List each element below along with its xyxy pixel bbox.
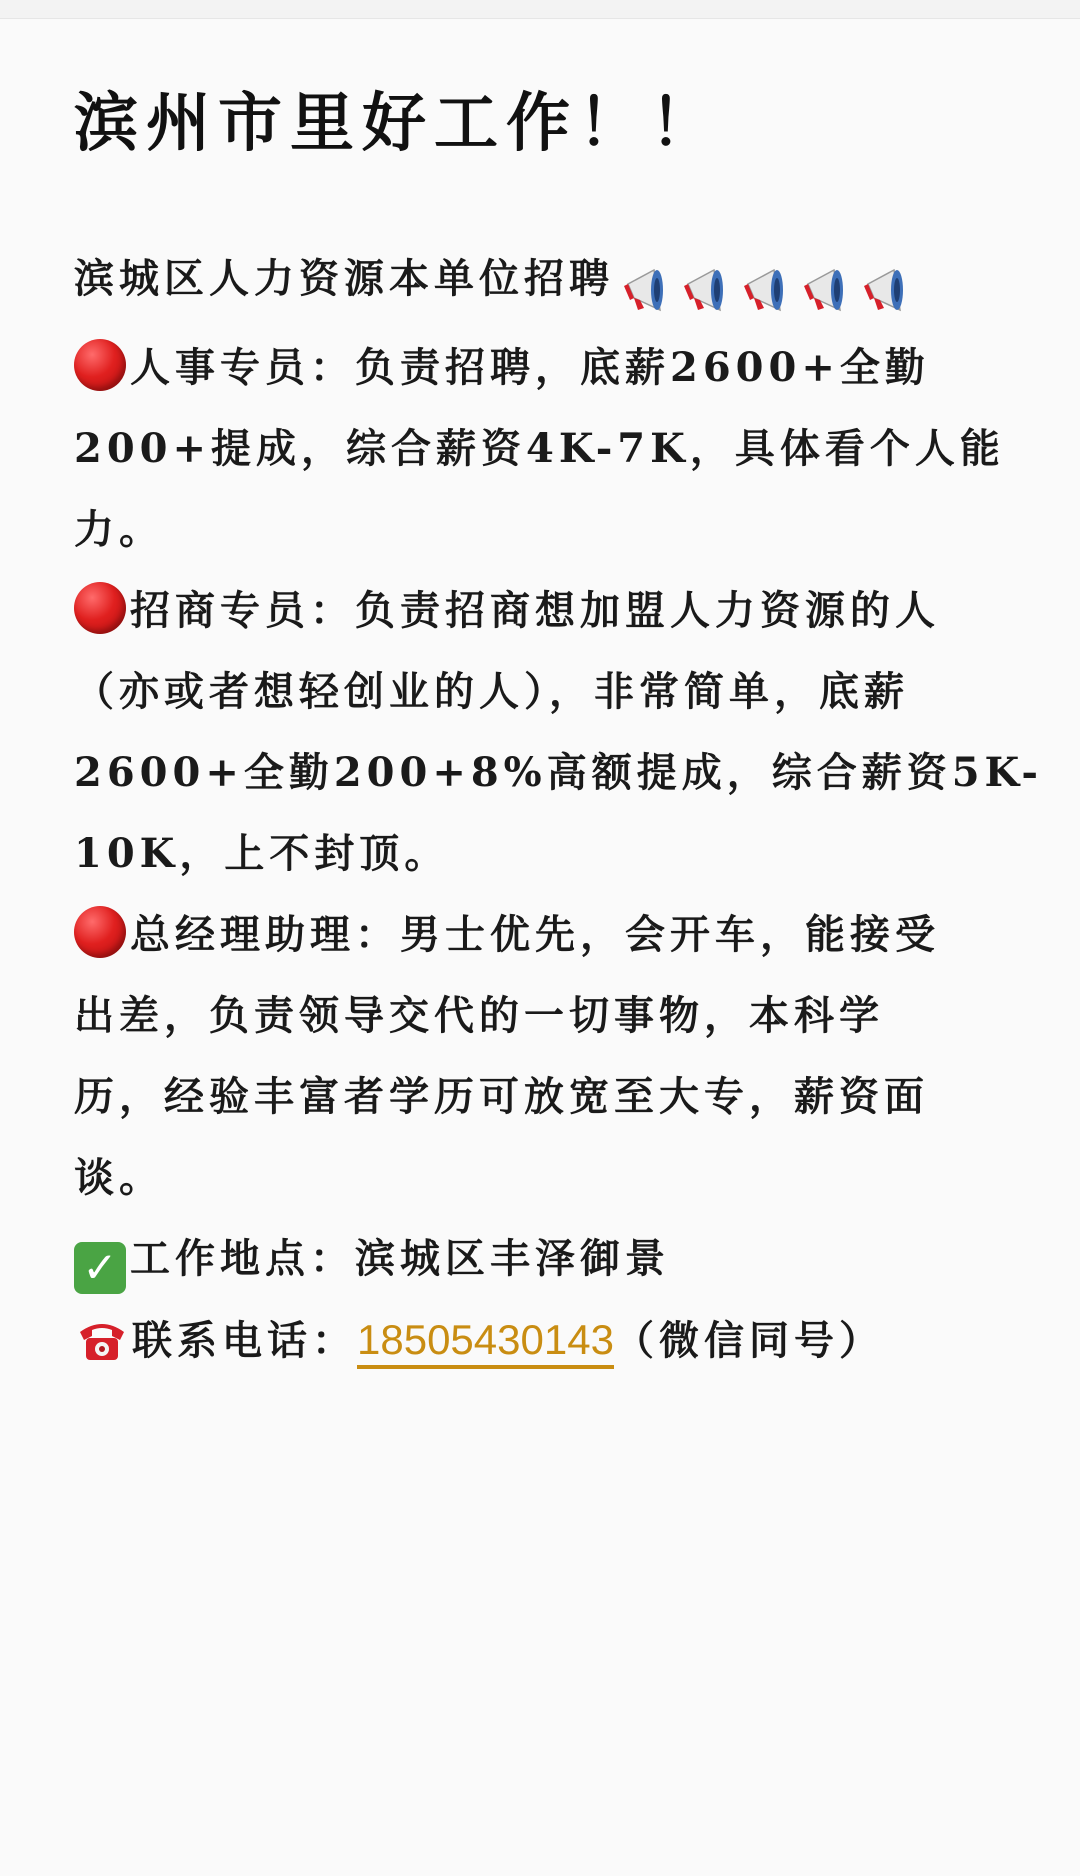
location-text: 工作地点：滨城区丰泽御景: [130, 1235, 670, 1282]
position-line: [74, 975, 1014, 1056]
megaphone-group: [620, 246, 920, 327]
position-line: [74, 732, 1043, 813]
megaphone-icon: [860, 264, 918, 316]
page-title: 滨州市里好工作！！: [74, 87, 722, 161]
red-circle-icon: [74, 906, 126, 958]
megaphone-icon: [620, 264, 678, 316]
position-text: 200+提成，综合薪资4K-7K，具体看个人能: [74, 425, 1005, 472]
position-text: 人事专员：负责招聘，底薪2600+全勤: [130, 344, 930, 391]
megaphone-icon: [800, 264, 858, 316]
position-text: 力。: [74, 506, 164, 553]
position-text: 历，经验丰富者学历可放宽至大专，薪资面: [74, 1073, 929, 1120]
post-content: [74, 80, 1043, 1381]
position-line: [74, 894, 1014, 975]
intro-line: [74, 238, 1014, 327]
position-line: [74, 651, 1014, 732]
position-text: （亦或者想轻创业的人），非常简单，底薪: [74, 668, 909, 715]
red-circle-icon: [74, 582, 126, 634]
telephone-icon: [74, 1312, 130, 1364]
phone-number-link[interactable]: 18505430143: [357, 1316, 614, 1369]
position-text: 2600+全勤200+8%高额提成，综合薪资5K-: [74, 749, 1043, 796]
position-line: [74, 489, 1014, 570]
position-line: [74, 327, 1014, 408]
post-body: [74, 238, 1043, 1381]
position-text: 出差，负责领导交代的一切事物，本科学: [74, 992, 884, 1039]
position-investment: [74, 570, 1043, 894]
megaphone-icon: [680, 264, 738, 316]
contact-label: 联系电话：: [132, 1317, 357, 1364]
position-text: 谈。: [74, 1154, 164, 1201]
position-hr: [74, 327, 1014, 570]
position-text: 10K，上不封顶。: [74, 830, 450, 877]
red-circle-icon: [74, 339, 126, 391]
position-text: 总经理助理：男士优先，会开车，能接受: [130, 911, 940, 958]
intro-text: 滨城区人力资源本单位招聘: [74, 255, 614, 302]
position-line: [74, 1137, 1014, 1218]
position-line: [74, 408, 1014, 489]
position-line: [74, 1056, 1014, 1137]
contact-line: [74, 1299, 1014, 1381]
position-line: [74, 570, 1014, 651]
location-line: [74, 1218, 1014, 1299]
megaphone-icon: [740, 264, 798, 316]
top-divider: [0, 0, 1080, 19]
contact-suffix: （微信同号）: [613, 1317, 884, 1364]
position-text: 招商专员：负责招商想加盟人力资源的人: [130, 587, 940, 634]
check-mark-icon: ✓: [74, 1242, 126, 1294]
position-assistant: [74, 894, 1014, 1218]
position-line: [74, 813, 1014, 894]
